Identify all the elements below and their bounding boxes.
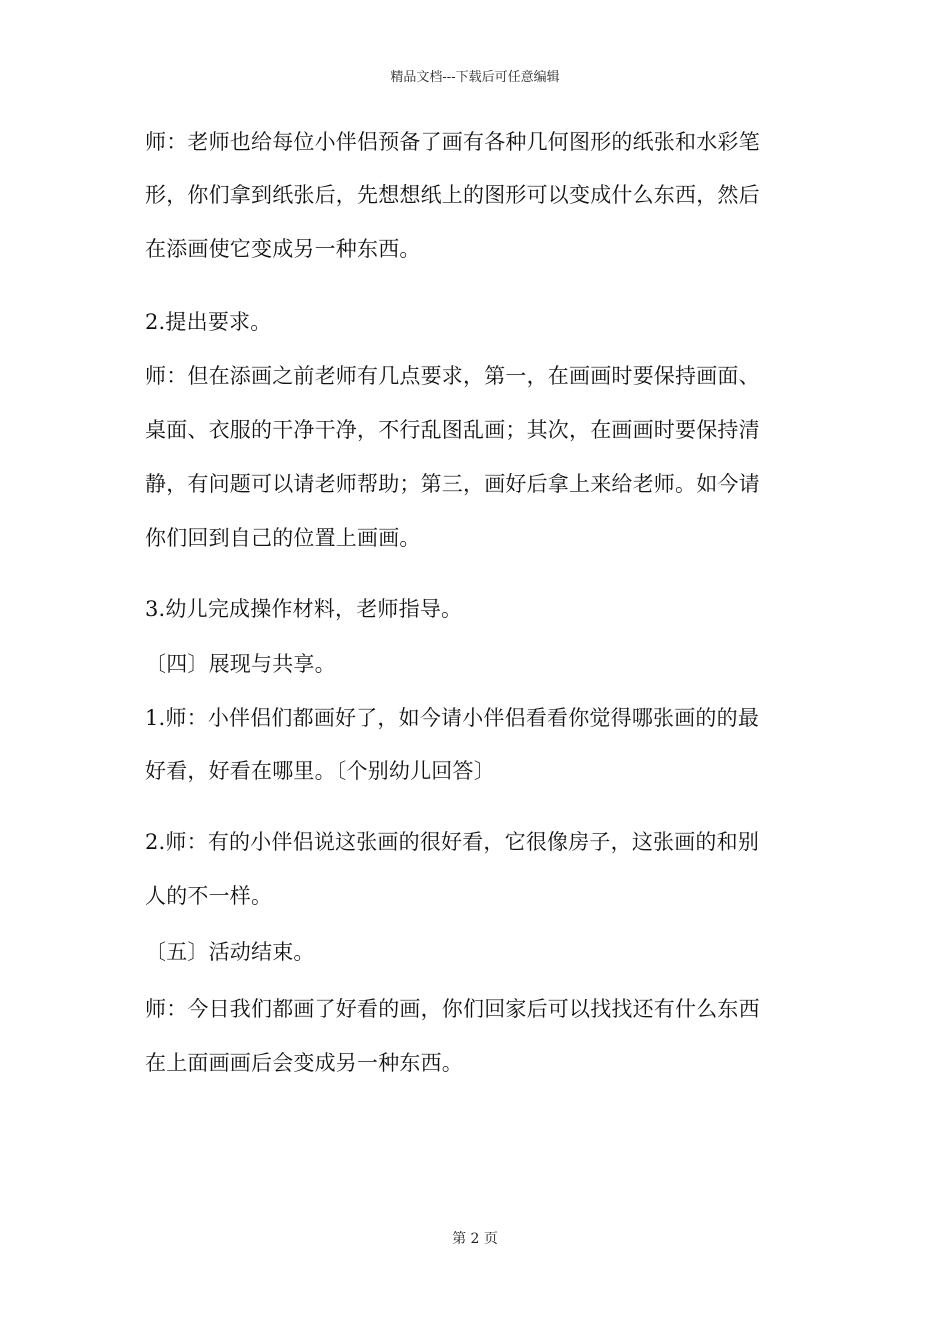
body-line: 〔四〕展现与共享。 <box>145 652 336 676</box>
body-line: 人的不一样。 <box>145 884 273 908</box>
body-line: 你们回到自己的位置上画画。 <box>145 526 421 550</box>
body-line: 静，有问题可以请老师帮助；第三，画好后拿上来给老师。如今请 <box>145 472 760 496</box>
body-line: 在添画使它变成另一种东西。 <box>145 237 421 261</box>
body-line: 形，你们拿到纸张后，先想想纸上的图形可以变成什么东西，然后 <box>145 183 760 207</box>
body-line: 2.师：有的小伴侣说这张画的很好看，它很像房子，这张画的和别 <box>145 830 760 854</box>
body-line: 〔五〕活动结束。 <box>145 940 315 964</box>
body-line: 2.提出要求。 <box>145 310 272 334</box>
body-line: 师：今日我们都画了好看的画，你们回家后可以找找还有什么东西 <box>145 997 760 1021</box>
body-line: 好看，好看在哪里。〔个别幼儿回答〕 <box>145 759 495 783</box>
page-number: 第 2 页 <box>452 1231 498 1247</box>
page-footer <box>0 1228 950 1248</box>
page-header: 精品文档---下载后可任意编辑 <box>390 70 560 85</box>
body-line: 师：老师也给每位小伴侣预备了画有各种几何图形的纸张和水彩笔 <box>145 130 760 154</box>
body-line: 3.幼儿完成操作材料，老师指导。 <box>145 597 463 621</box>
body-line: 师：但在添画之前老师有几点要求，第一，在画画时要保持画面、 <box>145 364 760 388</box>
body-line: 桌面、衣服的干净干净，不行乱图乱画；其次，在画画时要保持清 <box>145 418 760 442</box>
body-line: 在上面画画后会变成另一种东西。 <box>145 1051 463 1075</box>
body-line: 1.师：小伴侣们都画好了，如今请小伴侣看看你觉得哪张画的的最 <box>145 706 760 730</box>
